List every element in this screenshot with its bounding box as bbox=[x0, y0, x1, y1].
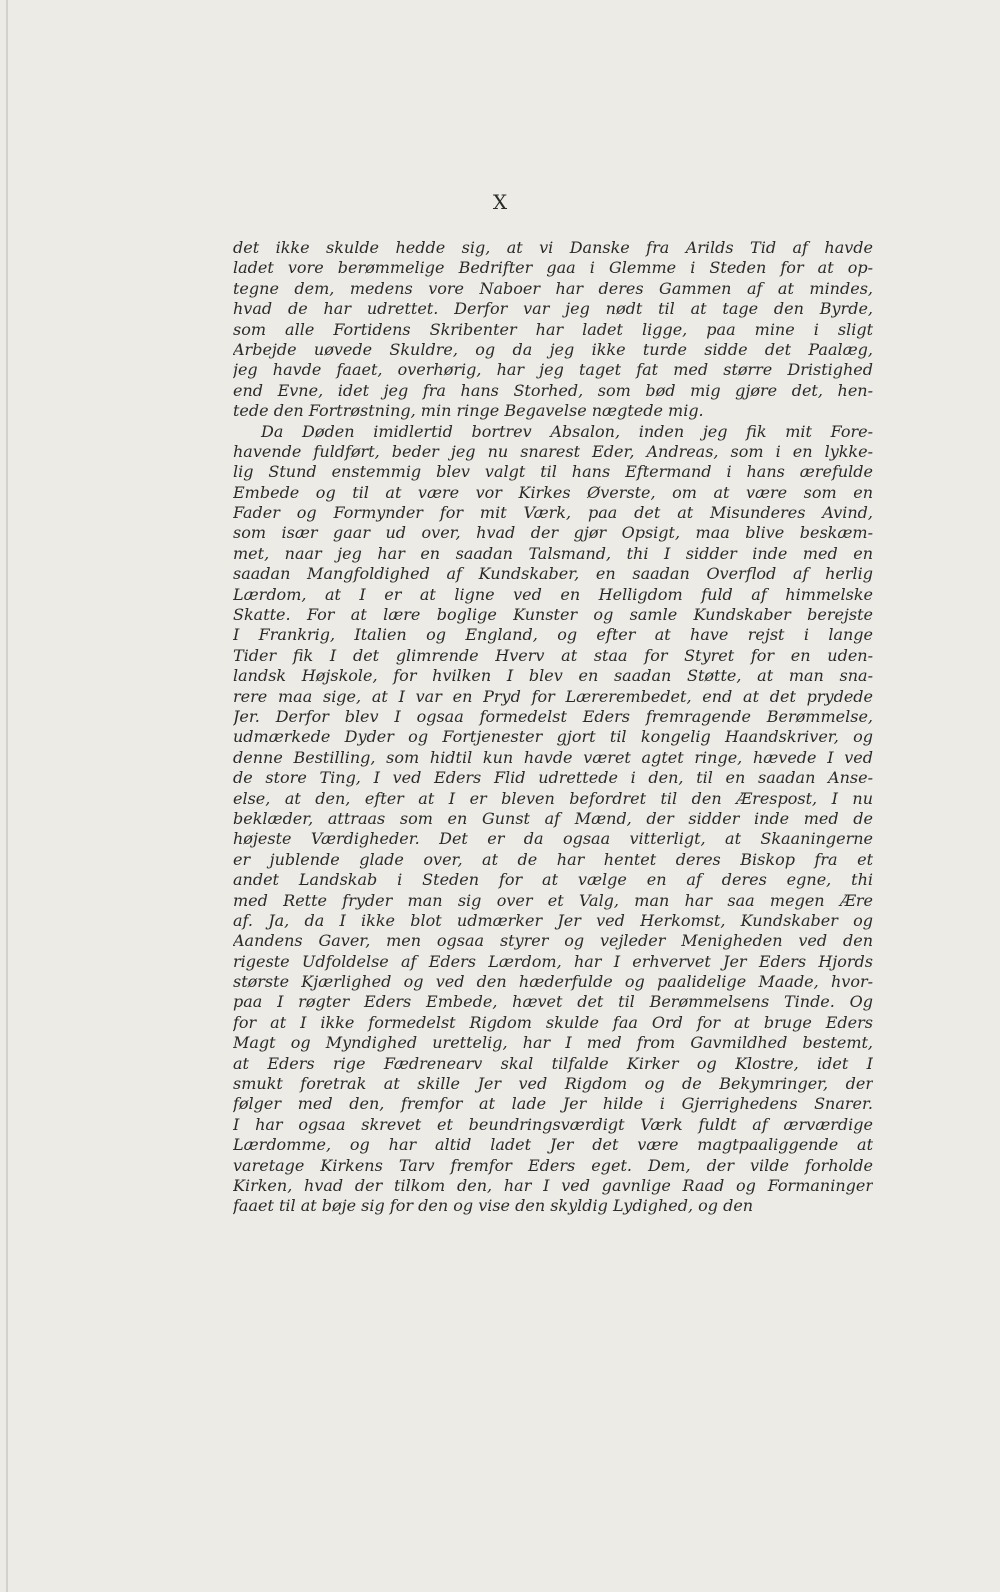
text-line: Da Døden imidlertid bortrev Absalon, inden jeg fik mit Fore- bbox=[261, 421, 873, 441]
text-line: tede den Fortrøstning, min ringe Begavelse nægtede mig. bbox=[233, 401, 704, 421]
text-line: Skatte. For at lære boglige Kunster og samle Kundskaber berejste bbox=[233, 605, 873, 625]
text-line: Embede og til at være vor Kirkes Øverste, om at være som en bbox=[233, 482, 873, 502]
text-line: end Evne, idet jeg fra hans Storhed, som bød mig gjøre det, hen- bbox=[233, 380, 873, 400]
page-number: X bbox=[492, 190, 508, 214]
text-line: Tider fik I det glimrende Hverv at staa for Styret for en uden- bbox=[233, 645, 873, 665]
text-line: Jer. Derfor blev I ogsaa formedelst Eders fremragende Berømmelse, bbox=[233, 706, 873, 726]
text-line: følger med den, fremfor at lade Jer hilde i Gjerrighedens Snarer. bbox=[233, 1094, 873, 1114]
text-line: Lærdom, at I er at ligne ved en Helligdom fuld af himmelske bbox=[233, 584, 873, 604]
text-line: med Rette fryder man sig over et Valg, man har saa megen Ære bbox=[233, 890, 873, 910]
text-line: som især gaar ud over, hvad der gjør Opsigt, maa blive beskæm- bbox=[233, 523, 873, 543]
text-line: rere maa sige, at I var en Pryd for Lærerembedet, end at det prydede bbox=[233, 686, 873, 706]
text-line: største Kjærlighed og ved den hæderfulde og paalidelige Maade, hvor- bbox=[233, 972, 873, 992]
text-line: at Eders rige Fædrenearv skal tilfalde Kirker og Klostre, idet I bbox=[233, 1053, 873, 1073]
text-line: Lærdomme, og har altid ladet Jer det være magtpaaliggende at bbox=[233, 1135, 873, 1155]
text-line: de store Ting, I ved Eders Flid udrettede i den, til en saadan Anse- bbox=[233, 768, 873, 788]
text-line: rigeste Udfoldelse af Eders Lærdom, har I erhvervet Jer Eders Hjords bbox=[233, 951, 873, 971]
body-text bbox=[233, 238, 873, 1217]
text-line: smukt foretrak at skille Jer ved Rigdom og de Bekymringer, der bbox=[233, 1074, 873, 1094]
text-line: saadan Mangfoldighed af Kundskaber, en saadan Overflod af herlig bbox=[233, 564, 873, 584]
text-line: lig Stund enstemmig blev valgt til hans Eftermand i hans ærefulde bbox=[233, 462, 873, 482]
text-line: af. Ja, da I ikke blot udmærker Jer ved Herkomst, Kundskaber og bbox=[233, 910, 873, 930]
text-line: paa I røgter Eders Embede, hævet det til Berømmelsens Tinde. Og bbox=[233, 992, 873, 1012]
text-line: som alle Fortidens Skribenter har ladet ligge, paa mine i sligt bbox=[233, 319, 873, 339]
text-line: ladet vore berømmelige Bedrifter gaa i Glemme i Steden for at op- bbox=[233, 258, 873, 278]
text-line: Aandens Gaver, men ogsaa styrer og vejleder Menigheden ved den bbox=[233, 931, 873, 951]
text-line: havende fuldført, beder jeg nu snarest Eder, Andreas, som i en lykke- bbox=[233, 441, 873, 461]
text-line: hvad de har udrettet. Derfor var jeg nødt til at tage den Byrde, bbox=[233, 299, 873, 319]
text-line: andet Landskab i Steden for at vælge en af deres egne, thi bbox=[233, 870, 873, 890]
text-line: Fader og Formynder for mit Værk, paa det at Misunderes Avind, bbox=[233, 503, 873, 523]
text-line: for at I ikke formedelst Rigdom skulde faa Ord for at bruge Eders bbox=[233, 1012, 873, 1032]
text-line: højeste Værdigheder. Det er da ogsaa vitterligt, at Skaaningerne bbox=[233, 829, 873, 849]
text-line: udmærkede Dyder og Fortjenester gjort til kongelig Haandskriver, og bbox=[233, 727, 873, 747]
text-line: jeg havde faaet, overhørig, har jeg taget fat med større Dristighed bbox=[233, 360, 873, 380]
text-line: Magt og Myndighed urettelig, har I med from Gavmildhed bestemt, bbox=[233, 1033, 873, 1053]
text-line: tegne dem, medens vore Naboer har deres Gammen af at mindes, bbox=[233, 278, 873, 298]
text-line: Arbejde uøvede Skuldre, og da jeg ikke turde sidde det Paalæg, bbox=[233, 339, 873, 359]
text-line: beklæder, attraas som en Gunst af Mænd, der sidder inde med de bbox=[233, 808, 873, 828]
page-edge-shadow bbox=[6, 0, 8, 1592]
text-line: Kirken, hvad der tilkom den, har I ved gavnlige Raad og Formaninger bbox=[233, 1175, 873, 1195]
text-line: I har ogsaa skrevet et beundringsværdigt Værk fuldt af ærværdige bbox=[233, 1114, 873, 1134]
text-line: er jublende glade over, at de har hentet deres Biskop fra et bbox=[233, 849, 873, 869]
text-line: I Frankrig, Italien og England, og efter at have rejst i lange bbox=[233, 625, 873, 645]
text-line: varetage Kirkens Tarv fremfor Eders eget. Dem, der vilde forholde bbox=[233, 1155, 873, 1175]
text-line: landsk Højskole, for hvilken I blev en saadan Støtte, at man sna- bbox=[233, 666, 873, 686]
text-line: faaet til at bøje sig for den og vise den skyldig Lydighed, og den bbox=[233, 1196, 754, 1216]
text-line: denne Bestilling, som hidtil kun havde været agtet ringe, hævede I ved bbox=[233, 747, 873, 767]
text-line: else, at den, efter at I er bleven befordret til den Ærespost, I nu bbox=[233, 788, 873, 808]
text-line: met, naar jeg har en saadan Talsmand, thi I sidder inde med en bbox=[233, 543, 873, 563]
text-line: det ikke skulde hedde sig, at vi Danske fra Arilds Tid af havde bbox=[233, 238, 873, 257]
